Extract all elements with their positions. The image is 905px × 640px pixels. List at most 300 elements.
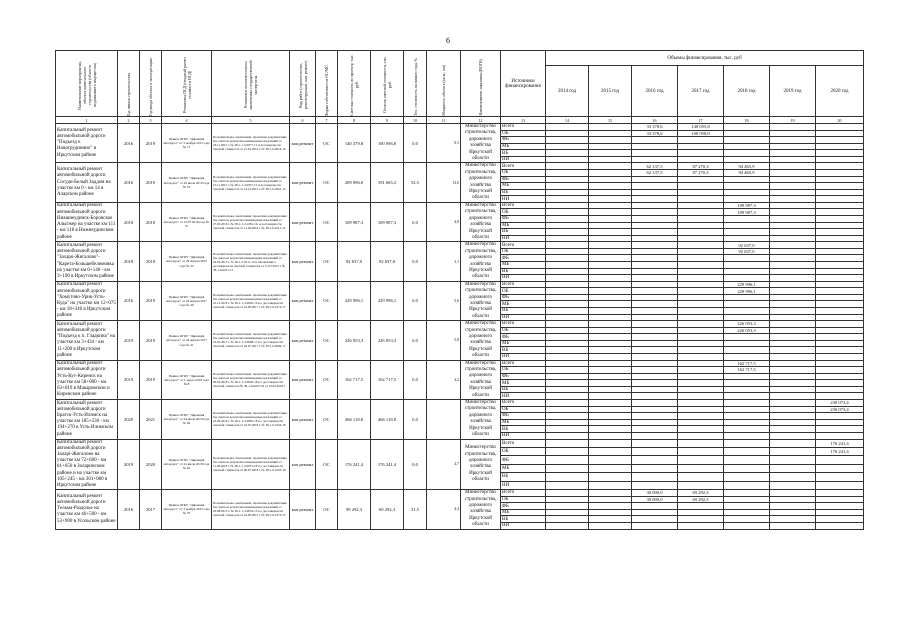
work-type: кап.ремонт bbox=[290, 321, 316, 360]
funding-value bbox=[546, 473, 589, 481]
ownership: ОС bbox=[316, 360, 338, 399]
ownership: ОС bbox=[316, 163, 338, 202]
funding-value bbox=[770, 481, 816, 489]
funding-value: 92 637,0 bbox=[724, 248, 770, 255]
readiness: 0,0 bbox=[404, 360, 427, 399]
column-number: 19 bbox=[770, 117, 816, 124]
header-volume: Объемы финансирования, тыс. руб bbox=[546, 51, 864, 66]
source-label: НИ bbox=[501, 522, 546, 529]
remaining-cost: 162 717,5 bbox=[371, 360, 404, 399]
funding-value bbox=[678, 473, 724, 481]
funding-value bbox=[632, 447, 678, 455]
funding-value bbox=[770, 464, 816, 472]
funding-value bbox=[724, 473, 770, 481]
column-number: 7 bbox=[316, 117, 338, 124]
funding-value bbox=[546, 393, 589, 400]
estimated-cost: 229 996,1 bbox=[338, 281, 371, 320]
source-label: Всего bbox=[501, 202, 546, 209]
column-number: 12 bbox=[461, 117, 501, 124]
ownership: ОС bbox=[316, 202, 338, 241]
work-type: кап.ремонт bbox=[290, 439, 316, 490]
source-label: МБ bbox=[501, 509, 546, 516]
column-number: 15 bbox=[589, 117, 632, 124]
ownership: ОС bbox=[316, 439, 338, 490]
funding-value bbox=[816, 456, 864, 464]
funding-value bbox=[632, 439, 678, 447]
funding-value bbox=[724, 432, 770, 439]
column-number: 3 bbox=[140, 117, 162, 124]
remaining-cost: 466 118,8 bbox=[371, 400, 404, 439]
customer: Министерство строительства, дорожного хозяйства Иркутской области bbox=[461, 439, 501, 490]
end-year: 2019 bbox=[140, 163, 162, 202]
psd-details: Приказ ОГКУ "Дирекция автодорог" от 3 ноября 2015 года № 71 bbox=[162, 124, 212, 163]
psd-details: Приказ ОГКУ "Дирекция автодорог" от 13.07.2016 года № 57 bbox=[162, 202, 212, 241]
header-year: 2014 год bbox=[546, 66, 589, 117]
source-label: ВБ bbox=[501, 386, 546, 393]
funding-value bbox=[770, 473, 816, 481]
funding-value bbox=[678, 196, 724, 203]
column-number: 10 bbox=[404, 117, 427, 124]
end-year: 2019 bbox=[140, 321, 162, 360]
funding-value bbox=[770, 354, 816, 361]
column-number: 16 bbox=[632, 117, 678, 124]
funding-value bbox=[678, 314, 724, 321]
funding-value bbox=[589, 393, 632, 400]
readiness: 0,0 bbox=[404, 202, 427, 241]
funding-value bbox=[632, 314, 678, 321]
funding-value bbox=[678, 235, 724, 242]
object-row bbox=[56, 242, 864, 249]
expertise-details: Положительное заключение: проектная документация без сметы и результаты инженерных изысканий от 27.03.2016 г. № 38-1-1-3-1081-16, и достоверности сметной стоимости от 12.04.2016 г. № 38-1-6-0111-16 bbox=[212, 202, 290, 241]
funding-value: 162 717,5 bbox=[724, 367, 770, 374]
source-label: ОБ bbox=[501, 447, 546, 455]
object-name: Капитальный ремонт автомобильной дороги Братск-Усть-Илимск на участке км 185+230 - км 194+270 в Усть-Илимском районе bbox=[56, 400, 118, 439]
funding-value bbox=[546, 156, 589, 163]
customer: Министерство строительства, дорожного хозяйства Иркутской области bbox=[461, 360, 501, 399]
source-label: НИ bbox=[501, 393, 546, 400]
funding-value bbox=[816, 481, 864, 489]
header-sources: Источники финансирования bbox=[501, 51, 546, 117]
work-type: кап.ремонт bbox=[290, 202, 316, 241]
funding-value: 229 996,1 bbox=[724, 288, 770, 295]
source-label: НИ bbox=[501, 354, 546, 361]
header-psd: Реквизиты ПСД (сводный расчет стоимости ПСД) bbox=[162, 51, 212, 117]
funding-value bbox=[678, 432, 724, 439]
start-year: 2016 bbox=[118, 124, 140, 163]
end-year: 2018 bbox=[140, 202, 162, 241]
funding-value: 33 378,6 bbox=[632, 124, 678, 131]
end-year: 2019 bbox=[140, 281, 162, 320]
remaining-cost: 226 053,3 bbox=[371, 321, 404, 360]
funding-value bbox=[770, 235, 816, 242]
header-year: 2016 год bbox=[632, 66, 678, 117]
column-number: 17 bbox=[678, 117, 724, 124]
object-row bbox=[56, 439, 864, 447]
psd-details: Приказ ОГКУ "Дирекция автодорог" от 24 апреля 2017 года № 41 bbox=[162, 321, 212, 360]
estimated-cost: 140 379,8 bbox=[338, 124, 371, 163]
capacity: 4,2 bbox=[427, 360, 461, 399]
funding-value bbox=[724, 522, 770, 529]
column-numbers-row bbox=[56, 117, 864, 124]
funding-value bbox=[546, 447, 589, 455]
funding-value: 230 073,4 bbox=[816, 400, 864, 407]
start-year: 2019 bbox=[118, 321, 140, 360]
estimated-cost: 109 987,3 bbox=[338, 202, 371, 241]
funding-value: 226 053,3 bbox=[724, 321, 770, 328]
object-row bbox=[56, 281, 864, 288]
source-label: МБ bbox=[501, 380, 546, 387]
funding-value bbox=[770, 314, 816, 321]
header-end-year: Год ввода объекта в эксплуатацию bbox=[140, 51, 162, 117]
funding-value bbox=[546, 522, 589, 529]
funding-value bbox=[770, 196, 816, 203]
psd-details: Приказ ОГКУ "Дирекция автодорог" от 1 марта 2018 года № 8 bbox=[162, 360, 212, 399]
capacity: 13,0 bbox=[427, 163, 461, 202]
header-work-type: Вид работ (строительство, реконструкция, кап. ремонт) bbox=[290, 51, 316, 117]
ownership: ОС bbox=[316, 400, 338, 439]
column-number: 13 bbox=[501, 117, 546, 124]
readiness: 0,0 bbox=[404, 124, 427, 163]
funding-value bbox=[632, 196, 678, 203]
funding-value bbox=[816, 156, 864, 163]
object-name: Капитальный ремонт автомобильной дороги "Захаро-Жигалово"-"Карета-Большебелимовка на участке км 0+140 - км 3+190 в Иркутском районе bbox=[56, 242, 118, 281]
work-type: кап.ремонт bbox=[290, 490, 316, 529]
readiness: 0,0 bbox=[404, 242, 427, 281]
capacity: 4,7 bbox=[427, 439, 461, 490]
funding-value bbox=[546, 432, 589, 439]
funding-value bbox=[678, 393, 724, 400]
funding-value bbox=[589, 481, 632, 489]
funding-value bbox=[632, 275, 678, 282]
source-label: ВБ bbox=[501, 516, 546, 523]
funding-value: 30 000,0 bbox=[632, 496, 678, 503]
funding-value bbox=[816, 196, 864, 203]
column-number: 14 bbox=[546, 117, 589, 124]
funding-value bbox=[724, 464, 770, 472]
funding-value: 100 958,8 bbox=[678, 130, 724, 137]
column-number: 5 bbox=[212, 117, 290, 124]
source-label: ВБ bbox=[501, 308, 546, 315]
funding-value bbox=[589, 447, 632, 455]
capacity: 5,6 bbox=[427, 281, 461, 320]
funding-value bbox=[770, 522, 816, 529]
funding-value bbox=[546, 196, 589, 203]
header-year: 2019 год bbox=[770, 66, 816, 117]
source-label: НИ bbox=[501, 196, 546, 203]
funding-value bbox=[589, 275, 632, 282]
expertise-details: Положительное заключение: проектная документация без сметы и результаты инженерных изысканий от 20.08.2015 г. № 38-1-1-3-0053-15 и о достоверности сметной стоимости от 24.09.2015 г. № 38-1-6-0170-15 bbox=[212, 490, 290, 529]
start-year: 2016 bbox=[118, 163, 140, 202]
funding-value bbox=[816, 235, 864, 242]
funding-value: 140 055,8 bbox=[678, 124, 724, 131]
column-number: 18 bbox=[724, 117, 770, 124]
source-label: Всего bbox=[501, 124, 546, 131]
column-number: 4 bbox=[162, 117, 212, 124]
source-label: Всего bbox=[501, 490, 546, 497]
psd-details: Приказ ОГКУ "Дирекция автодорог" от 24 июля 2018 года № 82 bbox=[162, 439, 212, 490]
end-year: 2020 bbox=[140, 439, 162, 490]
funding-value bbox=[678, 522, 724, 529]
remaining-cost: 176 241,4 bbox=[371, 439, 404, 490]
start-year: 2019 bbox=[118, 439, 140, 490]
funding-value bbox=[678, 456, 724, 464]
funding-value bbox=[724, 439, 770, 447]
funding-value bbox=[770, 156, 816, 163]
customer: Министерство строительства, дорожного хозяйства Иркутской области bbox=[461, 163, 501, 202]
funding-value: 87 270,3 bbox=[678, 163, 724, 170]
funding-value: 230 073,4 bbox=[816, 406, 864, 413]
funding-value bbox=[678, 439, 724, 447]
object-row bbox=[56, 163, 864, 170]
work-type: кап.ремонт bbox=[290, 163, 316, 202]
object-row bbox=[56, 360, 864, 367]
estimated-cost: 162 717,5 bbox=[338, 360, 371, 399]
source-label: Всего bbox=[501, 163, 546, 170]
remaining-cost: 100 096,8 bbox=[371, 124, 404, 163]
header-cost: Сметная стоимость по проекту, тыс. руб. bbox=[338, 51, 371, 117]
source-label: ФБ bbox=[501, 503, 546, 510]
source-label: Всего bbox=[501, 242, 546, 249]
funding-value bbox=[589, 196, 632, 203]
start-year: 2019 bbox=[118, 360, 140, 399]
funding-value bbox=[816, 393, 864, 400]
funding-value bbox=[632, 522, 678, 529]
work-type: кап.ремонт bbox=[290, 242, 316, 281]
funding-value bbox=[770, 447, 816, 455]
customer: Министерство строительства, дорожного хозяйства Иркутской области bbox=[461, 242, 501, 281]
readiness: 0,0 bbox=[404, 281, 427, 320]
source-label: НИ bbox=[501, 432, 546, 439]
source-label: ВБ bbox=[501, 268, 546, 275]
column-number: 2 bbox=[118, 117, 140, 124]
work-type: кап.ремонт bbox=[290, 281, 316, 320]
page-number: 6 bbox=[446, 36, 450, 45]
funding-value bbox=[816, 522, 864, 529]
funding-value bbox=[678, 354, 724, 361]
ownership: ОС bbox=[316, 124, 338, 163]
source-label: НИ bbox=[501, 481, 546, 489]
psd-details: Приказ ОГКУ "Дирекция автодорог" от 29 июля 2016 года № 55 bbox=[162, 163, 212, 202]
header-name: Наименование мероприятия, объекта капитального строительства (объекта недвижимого имущества) bbox=[56, 51, 118, 117]
source-label: НИ bbox=[501, 235, 546, 242]
expertise-details: Положительное заключение: проектная документация без сметы и результаты инженерных изысканий от 22.06.2018 г. № 38-1-1-3-0085-18 и о достоверности сметной стоимости от 16.07.2018 г. № 38-1-6-0166-18 bbox=[212, 400, 290, 439]
funding-value bbox=[724, 235, 770, 242]
expertise-details: Положительное заключение: проектная документация без сметы и результаты инженерных изысканий от 13.11.2015 г. № 38-1-1-3-0057-15 и достоверности сметной стоимости от 14.12.2015 г. № 38-1-6-0291-15 bbox=[212, 163, 290, 202]
expertise-details: Положительное заключение: проектная документация без сметы и результаты инженерных изысканий от 10.12.2016 г. № 38-1-1-3-0095-16 и о достоверности сметной стоимости от 22.09.2017 г. № 38-1-6-0174-17 bbox=[212, 281, 290, 320]
end-year: 2019 bbox=[140, 124, 162, 163]
funding-value bbox=[632, 464, 678, 472]
funding-value bbox=[546, 275, 589, 282]
source-label: ФБ bbox=[501, 216, 546, 223]
funding-value bbox=[589, 432, 632, 439]
funding-value bbox=[589, 156, 632, 163]
financing-table bbox=[55, 50, 864, 530]
capacity: 4,8 bbox=[427, 202, 461, 241]
source-label: ФБ bbox=[501, 373, 546, 380]
source-label: ВБ bbox=[501, 347, 546, 354]
object-row bbox=[56, 202, 864, 209]
header-expertise: Реквизиты положительного заключения государственной экспертизы bbox=[212, 51, 290, 117]
funding-value bbox=[632, 456, 678, 464]
funding-value: 229 996,1 bbox=[724, 281, 770, 288]
remaining-cost: 191 665,2 bbox=[371, 163, 404, 202]
source-label: ВБ bbox=[501, 150, 546, 157]
customer: Министерство строительства, дорожного хозяйства Иркутской области bbox=[461, 490, 501, 529]
ownership: ОС bbox=[316, 242, 338, 281]
source-label: НИ bbox=[501, 156, 546, 163]
psd-details: Приказ ОГКУ "Дирекция автодорог" от 3 ноября 2015 года № 70 bbox=[162, 490, 212, 529]
source-label: ОБ bbox=[501, 288, 546, 295]
source-label: ФБ bbox=[501, 176, 546, 183]
readiness: 0,0 bbox=[404, 321, 427, 360]
funding-value: 87 270,3 bbox=[678, 170, 724, 177]
readiness: 52,5 bbox=[404, 163, 427, 202]
source-label: НИ bbox=[501, 275, 546, 282]
funding-value: 109 987,3 bbox=[724, 202, 770, 209]
funding-value bbox=[589, 235, 632, 242]
funding-value: 62 137,5 bbox=[632, 163, 678, 170]
header-remain: Остаток сметной стоимости, тыс. руб. bbox=[371, 51, 404, 117]
source-label: ОБ bbox=[501, 367, 546, 374]
expertise-details: Положительное заключение: проектная документация без сметы и результаты инженерных изысканий от 09.02.2018 г. № 38-1-1-3-0020-18 и о достоверности сметной стоимости № 38-1-6-0010-18 от 19.02.2018 г. bbox=[212, 360, 290, 399]
funding-value bbox=[589, 522, 632, 529]
funding-value bbox=[546, 235, 589, 242]
source-label: ОБ bbox=[501, 496, 546, 503]
customer: Министерство строительства, дорожного хозяйства Иркутской области bbox=[461, 321, 501, 360]
end-year: 2019 bbox=[140, 360, 162, 399]
funding-value bbox=[816, 314, 864, 321]
remaining-cost: 229 996,1 bbox=[371, 281, 404, 320]
ownership: ОС bbox=[316, 321, 338, 360]
source-label: МБ bbox=[501, 340, 546, 347]
funding-value bbox=[589, 314, 632, 321]
start-year: 2018 bbox=[118, 202, 140, 241]
header-row-1 bbox=[56, 51, 864, 66]
funding-value bbox=[724, 481, 770, 489]
remaining-cost: 92 637,0 bbox=[371, 242, 404, 281]
funding-value bbox=[724, 275, 770, 282]
source-label: ФБ bbox=[501, 255, 546, 262]
funding-value bbox=[816, 473, 864, 481]
expertise-details: Положительное заключение: проектная документация без сметы и результаты инженерных изысканий от 18.11.2015 г. № 38-1-1-3-0077-15 и достоверности сметной стоимости от 27.01.2016 г. № 38-1-6-0014-16 bbox=[212, 124, 290, 163]
header-year: 2018 год bbox=[724, 66, 770, 117]
estimated-cost: 176 241,4 bbox=[338, 439, 371, 490]
header-ownership: Форма собственности ОС/МС bbox=[316, 51, 338, 117]
source-label: ОБ bbox=[501, 209, 546, 216]
source-label: МБ bbox=[501, 222, 546, 229]
customer: Министерство строительства, дорожного хозяйства Иркутской области bbox=[461, 281, 501, 320]
funding-value bbox=[678, 481, 724, 489]
funding-value: 162 717,5 bbox=[724, 360, 770, 367]
funding-value bbox=[724, 196, 770, 203]
object-name: Капитальный ремонт автомобильной дороги Тельма-Раздолье на участке км 46+500 - км 53+900 в Усольском районе bbox=[56, 490, 118, 529]
column-number: 1 bbox=[56, 117, 118, 124]
readiness: 31,5 bbox=[404, 490, 427, 529]
source-label: ВБ bbox=[501, 426, 546, 433]
header-year: 2015 год bbox=[589, 66, 632, 117]
funding-value bbox=[724, 156, 770, 163]
estimated-cost: 226 053,3 bbox=[338, 321, 371, 360]
source-label: НИ bbox=[501, 314, 546, 321]
column-number: 8 bbox=[338, 117, 371, 124]
funding-value bbox=[770, 275, 816, 282]
funding-value bbox=[816, 432, 864, 439]
column-number: 11 bbox=[427, 117, 461, 124]
customer: Министерство строительства, дорожного хозяйства Иркутской области bbox=[461, 124, 501, 163]
source-label: МБ bbox=[501, 143, 546, 150]
readiness: 0,0 bbox=[404, 400, 427, 439]
funding-value bbox=[724, 456, 770, 464]
funding-value bbox=[546, 481, 589, 489]
funding-value: 176 241,4 bbox=[816, 447, 864, 455]
psd-details: Приказ ОГКУ "Дирекция автодорог" от 24 июля 2018 года № 84 bbox=[162, 400, 212, 439]
column-number: 6 bbox=[290, 117, 316, 124]
header-start-year: Год начала строительства bbox=[118, 51, 140, 117]
funding-value bbox=[770, 456, 816, 464]
funding-value bbox=[632, 481, 678, 489]
object-name: Капитальный ремонт автомобильной дороги Сосуди-Белый Заддом на участке км 0 - км 14 в Аларском районе bbox=[56, 163, 118, 202]
source-label: Всего bbox=[501, 321, 546, 328]
estimated-cost: 99 292,3 bbox=[338, 490, 371, 529]
object-name: Капитальный ремонт автомобильной дороги Заларі-Жигалово на участке км 72+600 - км 81+650 в Заларинском районе и на участке км 105+245 - км 201+080 в Иркутском районе bbox=[56, 439, 118, 490]
column-number: 20 bbox=[816, 117, 864, 124]
capacity: 3,1 bbox=[427, 242, 461, 281]
funding-value: 30 000,0 bbox=[632, 490, 678, 497]
funding-value: 62 137,5 bbox=[632, 170, 678, 177]
funding-value: 226 053,3 bbox=[724, 327, 770, 334]
funding-value: 94 465,9 bbox=[724, 170, 770, 177]
psd-details: Приказ ОГКУ "Дирекция автодорог" от 29 апреля 2015 года № 32 bbox=[162, 242, 212, 281]
start-year: 2016 bbox=[118, 281, 140, 320]
source-label: МБ bbox=[501, 183, 546, 190]
remaining-cost: 109 987,3 bbox=[371, 202, 404, 241]
funding-value bbox=[816, 464, 864, 472]
funding-value bbox=[589, 439, 632, 447]
funding-value bbox=[589, 456, 632, 464]
funding-value bbox=[770, 393, 816, 400]
capacity bbox=[427, 400, 461, 439]
ownership: ОС bbox=[316, 490, 338, 529]
source-label: Всего bbox=[501, 360, 546, 367]
funding-value: 92 637,0 bbox=[724, 242, 770, 249]
funding-value bbox=[724, 393, 770, 400]
funding-value: 94 465,9 bbox=[724, 163, 770, 170]
funding-value: 69 292,3 bbox=[678, 490, 724, 497]
funding-value bbox=[770, 432, 816, 439]
source-label: ФБ bbox=[501, 137, 546, 144]
header-year: 2017 год bbox=[678, 66, 724, 117]
funding-value bbox=[589, 464, 632, 472]
source-label: МБ bbox=[501, 301, 546, 308]
source-label: Всего bbox=[501, 400, 546, 407]
funding-value: 69 292,3 bbox=[678, 496, 724, 503]
object-name: Капитальный ремонт автомобильной дороги "Подъезд к Новогрудинино" в Иркутском районе bbox=[56, 124, 118, 163]
header-customer: Наименование заказчика (ИОГВ) bbox=[461, 51, 501, 117]
funding-value bbox=[724, 447, 770, 455]
funding-value bbox=[770, 439, 816, 447]
column-number: 9 bbox=[371, 117, 404, 124]
object-name: Капитальный ремонт автомобильной дороги Усть-Кут-Киренск на участке км 58+000 - км 63+019 в Макаровском и Киренском районе bbox=[56, 360, 118, 399]
funding-value bbox=[632, 473, 678, 481]
funding-value: 109 987,3 bbox=[724, 209, 770, 216]
source-label: Всего bbox=[501, 439, 546, 447]
estimated-cost: 466 118,8 bbox=[338, 400, 371, 439]
start-year: 2020 bbox=[118, 400, 140, 439]
capacity: 4,4 bbox=[427, 490, 461, 529]
funding-value bbox=[816, 354, 864, 361]
readiness: 0,0 bbox=[404, 439, 427, 490]
header-year: 2020 год bbox=[816, 66, 864, 117]
